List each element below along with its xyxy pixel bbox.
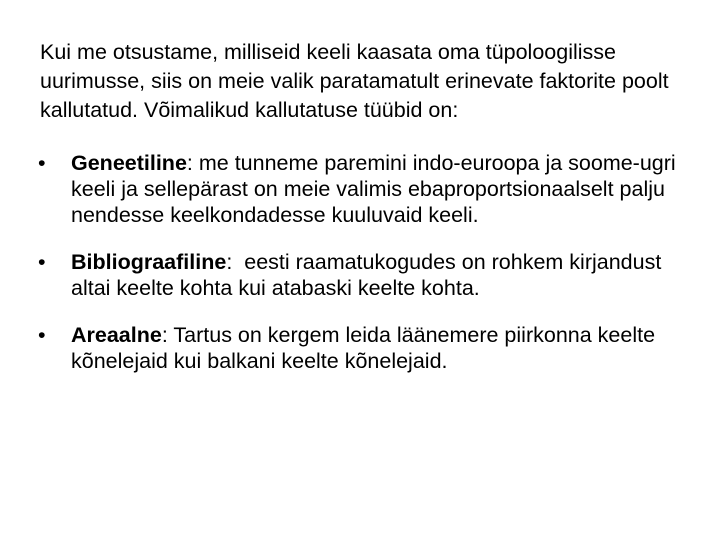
bullet-term: Bibliograafiline: [71, 250, 227, 274]
intro-paragraph: Kui me otsustame, milliseid keeli kaasata oma tüpoloogilisse uurimusse, siis on meie valik paratamatult erinevate faktorite poolt kallutatud. Võimalikud kallutatuse tüübid on:: [40, 40, 669, 122]
bullet-text: : eesti raamatukogudes on rohkem kirjandust altai keelte kohta kui atabaski keelte kohta.: [71, 250, 668, 300]
list-item-bibliograafiline: [40, 249, 700, 301]
bullet-term: Geneetiline: [71, 151, 187, 175]
bullet-text: : Tartus on kergem leida läänemere piirkonna keelte kõnelejaid kui balkani keelte kõnelejaid.: [71, 323, 656, 373]
list-item-geneetiline: [40, 150, 700, 228]
slide-content: [40, 38, 700, 395]
bullet-icon: •: [38, 323, 46, 347]
bullet-term: Areaalne: [71, 323, 162, 347]
bullet-text: : me tunneme paremini indo-euroopa ja soome-ugri keeli ja sellepärast on meie valimis ebaproportsionaalselt palju nendesse keelkondadesse kuuluvaid keeli.: [71, 151, 676, 227]
bullet-icon: •: [38, 151, 46, 175]
list-item-areaalne: [40, 322, 700, 374]
bullet-icon: •: [38, 250, 46, 274]
bias-types-list: [40, 150, 700, 374]
